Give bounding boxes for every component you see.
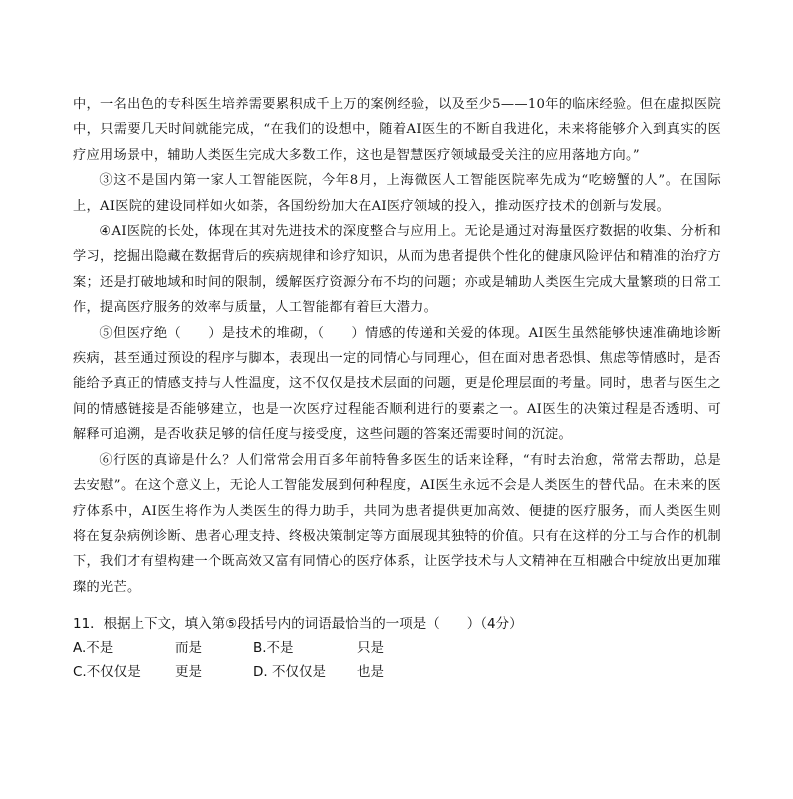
paragraph-6: ⑥行医的真谛是什么？人们常常会用百多年前特鲁多医生的话来诠释，“有时去治愈，常常去帮助，总是去安慰”。在这个意义上，无论人工智能发展到何种程度，AI医生永远不会是人类医生的替代品。在未来的医疗体系中，AI医生将作为人类医生的得力助手，共同为患者提供更加高效、便捷的医疗服务，而人类医生则将在复杂病例诊断、患者心理支持、终极决策制定等方面展现其独特的价值。只有在这样的分工与合作的机制下，我们才有望构建一个既高效又富有同情心的医疗体系，让医学技术与人文精神在互相融合中绽放出更加璀璨的光芒。 (73, 452, 721, 595)
option-d[interactable] (253, 660, 384, 684)
option-row-ab (73, 636, 721, 660)
paragraph-5: ⑤但医疗绝（ ）是技术的堆砌，（ ）情感的传递和关爱的体现。AI医生虽然能够快速准确地诊断疾病，甚至通过预设的程序与脚本，表现出一定的同情心与同理心，但在面对患者恐惧、焦虑等情感时，是否能给予真正的情感支持与人性温度，这不仅仅是技术层面的问题，更是伦理层面的考量。同时，患者与医生之间的情感链接是否能够建立，也是一次医疗过程能否顺利进行的要素之一。AI医生的决策过程是否透明、可解释可追溯，是否收获足够的信任度与接受度，这些问题的答案还需要时间的沉淀。 (73, 325, 721, 443)
question-stem: 11．根据上下文，填入第⑤段括号内的词语最恰当的一项是（ ）（4分） (73, 616, 523, 632)
paragraph-continued: 中，一名出色的专科医生培养需要累积成千上万的案例经验，以及至少5——10年的临床经验。但在虚拟医院中，只需要几天时间就能完成，“在我们的设想中，随着AI医生的不断自我进化，未来将能够介入到真实的医疗应用场景中，辅助人类医生完成大多数工作，这也是智慧医疗领域最受关注的应用落地方向。” (73, 97, 721, 163)
option-row-cd (73, 660, 721, 684)
option-c[interactable] (73, 660, 202, 684)
paragraph-3: ③这不是国内第一家人工智能医院，今年8月，上海微医人工智能医院率先成为“吃螃蟹的人”。在国际上，AI医院的建设同样如火如荼，各国纷纷加大在AI医疗领域的投入，推动医疗技术的创新与发展。 (73, 173, 721, 214)
option-b-second: 只是 (357, 640, 384, 656)
option-d-first: D. 不仅仅是 (253, 664, 326, 680)
option-a-first: A.不是 (73, 640, 114, 656)
reading-passage (73, 92, 721, 600)
option-c-second: 更是 (175, 664, 202, 680)
question-11 (73, 612, 721, 684)
option-c-first: C.不仅仅是 (73, 664, 141, 680)
option-b[interactable] (253, 636, 384, 660)
option-d-second: 也是 (357, 664, 384, 680)
option-b-first: B.不是 (253, 640, 294, 656)
paragraph-4: ④AI医院的长处，体现在其对先进技术的深度整合与应用上。无论是通过对海量医疗数据的收集、分析和学习，挖掘出隐藏在数据背后的疾病规律和诊疗知识，从而为患者提供个性化的健康风险评估和精准的治疗方案；还是打破地域和时间的限制，缓解医疗资源分布不均的问题；亦或是辅助人类医生完成大量繁琐的日常工作，提高医疗服务的效率与质量，人工智能都有着巨大潜力。 (73, 224, 721, 316)
option-a-second: 而是 (175, 640, 202, 656)
option-a[interactable] (73, 636, 202, 660)
